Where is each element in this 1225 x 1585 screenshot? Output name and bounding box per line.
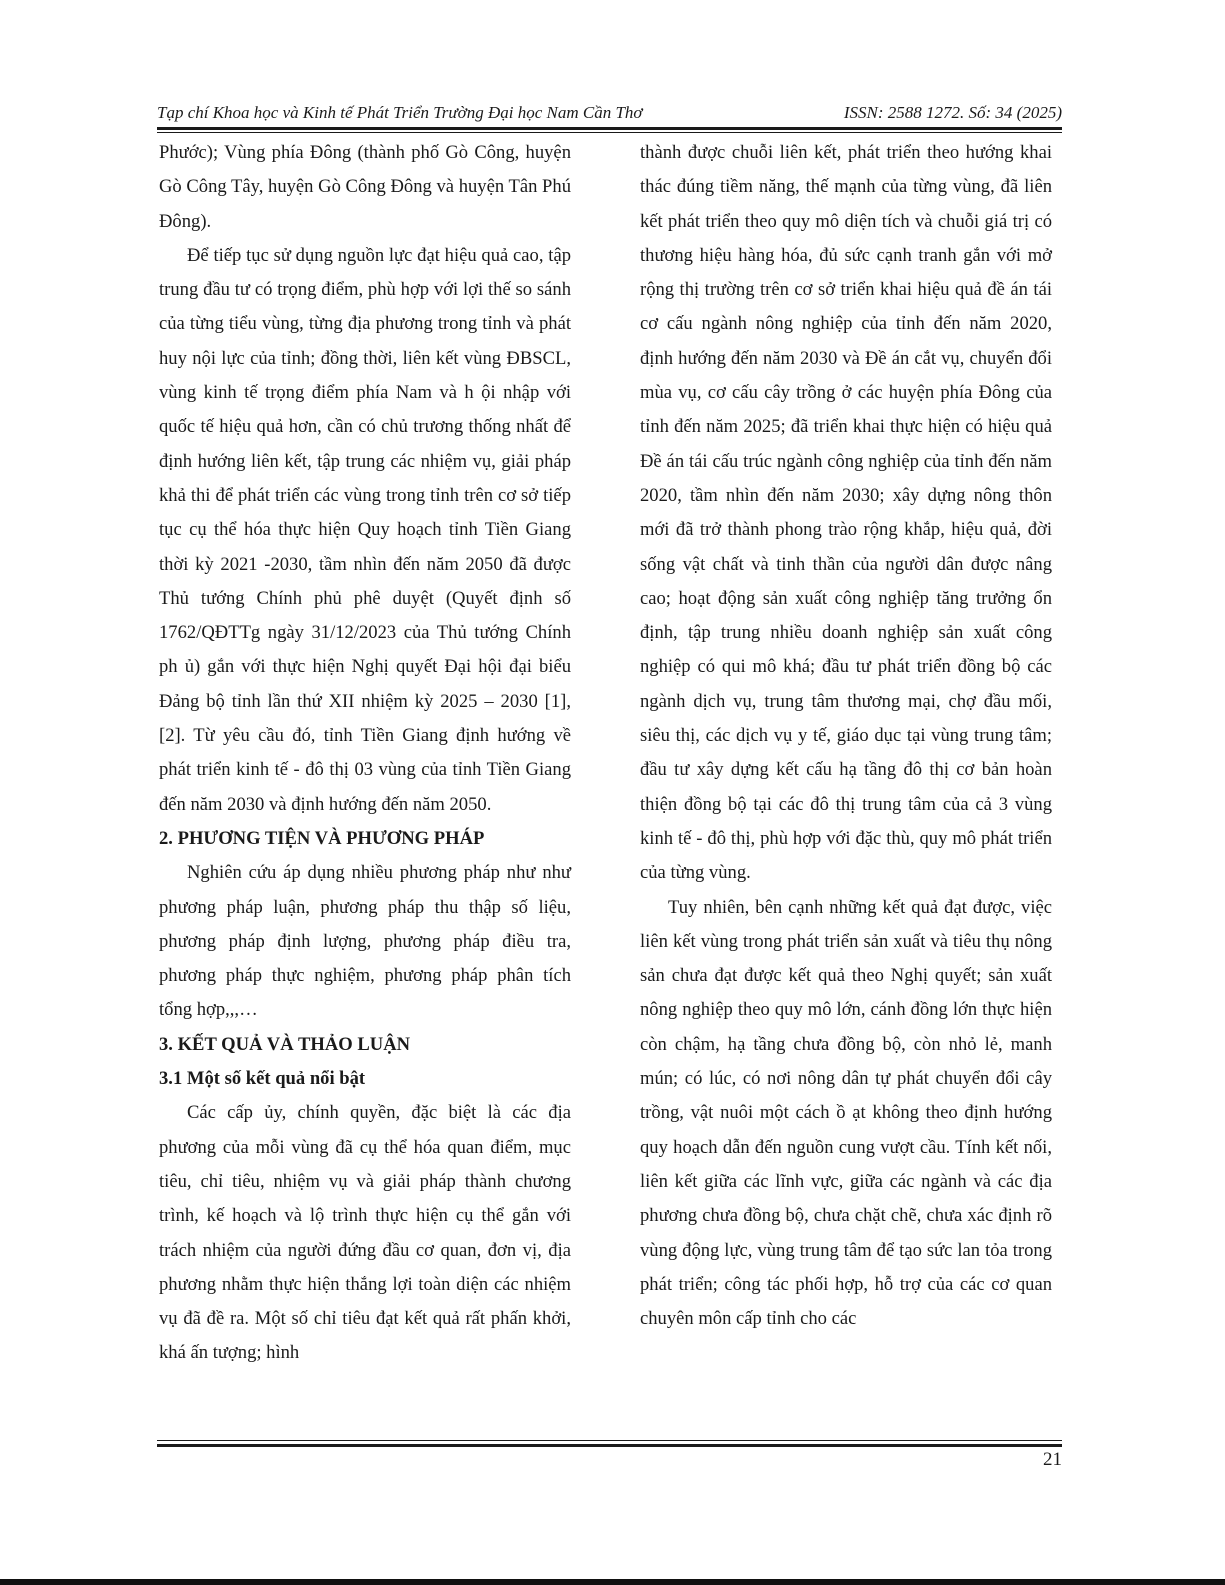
journal-title: Tạp chí Khoa học và Kinh tế Phát Triển Trường Đại học Nam Cần Thơ [157, 103, 643, 122]
paragraph: Tuy nhiên, bên cạnh những kết quả đạt được, việc liên kết vùng trong phát triển sản xuất và tiêu thụ nông sản chưa đạt được kết quả theo Nghị quyết; sản xuất nông nghiệp theo quy mô lớn, cánh đồng lớn thực hiện còn chậm, hạ tầng chưa đồng bộ, còn nhỏ lẻ, manh mún; có lúc, có nơi nông dân tự phát chuyển đổi cây trồng, vật nuôi một cách ồ ạt không theo định hướng quy hoạch dẫn đến nguồn cung vượt cầu. Tính kết nối, liên kết giữa các lĩnh vực, giữa các ngành và các địa phương chưa đồng bộ, chưa chặt chẽ, chưa xác định rõ vùng động lực, vùng trung tâm để tạo sức lan tỏa trong phát triển; công tác phối hợp, hỗ trợ của các cơ quan chuyên môn cấp tỉnh cho các [640, 896, 1052, 1330]
subsection-heading: 3.1 Một số kết quả nổi bật [159, 1068, 366, 1090]
section-heading: 2. PHƯƠNG TIỆN VÀ PHƯƠNG PHÁP [159, 827, 485, 849]
paragraph: Để tiếp tục sử dụng nguồn lực đạt hiệu quả cao, tập trung đầu tư có trọng điểm, phù hợp với lợi thế so sánh của từng tiểu vùng, từng địa phương trong tỉnh và phát huy nội lực của tỉnh; đồng thời, liên kết vùng ĐBSCL, vùng kinh tế trọng điểm phía Nam và h ội nhập với quốc tế hiệu quả hơn, cần có chủ trương thống nhất để định hướng liên kết, tập trung các nhiệm vụ, giải pháp khả thi để phát triển các vùng trong tỉnh trên cơ sở tiếp tục cụ thể hóa thực hiện Quy hoạch tỉnh Tiền Giang thời kỳ 2021 -2030, tầm nhìn đến năm 2050 đã được Thủ tướng Chính phủ phê duyệt (Quyết định số 1762/QĐTTg ngày 31/12/2023 của Thủ tướng Chính ph ủ) gắn với thực hiện Nghị quyết Đại hội đại biểu Đảng bộ tỉnh lần thứ XII nhiệm kỳ 2025 – 2030 [1],[2]. Từ yêu cầu đó, tỉnh Tiền Giang định hướng về phát triển kinh tế - đô thị 03 vùng của tỉnh Tiền Giang đến năm 2030 và định hướng đến năm 2050. [159, 244, 571, 815]
paragraph: Các cấp ủy, chính quyền, đặc biệt là các địa phương của mỗi vùng đã cụ thể hóa quan điểm, mục tiêu, chỉ tiêu, nhiệm vụ và giải pháp thành chương trình, kế hoạch và lộ trình thực hiện cụ thể gắn với trách nhiệm của người đứng đầu cơ quan, đơn vị, địa phương nhằm thực hiện thắng lợi toàn diện các nhiệm vụ đã đề ra. Một số chỉ tiêu đạt kết quả rất phấn khởi, khá ấn tượng; hình [159, 1102, 571, 1364]
running-header [157, 100, 1062, 126]
section-heading: 3. KẾT QUẢ VÀ THẢO LUẬN [159, 1033, 411, 1055]
page-number: 21 [1043, 1449, 1062, 1470]
paragraph: thành được chuỗi liên kết, phát triển theo hướng khai thác đúng tiềm năng, thế mạnh của từng vùng, đã liên kết phát triển theo quy mô diện tích và chuỗi giá trị có thương hiệu hàng hóa, đủ sức cạnh tranh gắn với mở rộng thị trường trên cơ sở triển khai hiệu quả đề án tái cơ cấu ngành nông nghiệp của tỉnh đến năm 2020, định hướng đến năm 2030 và Đề án cắt vụ, chuyển đổi mùa vụ, cơ cấu cây trồng ở các huyện phía Đông của tỉnh đến năm 2025; đã triển khai thực hiện có hiệu quả Đề án tái cấu trúc ngành công nghiệp của tỉnh đến năm 2020, tầm nhìn đến năm 2030; xây dựng nông thôn mới đã trở thành phong trào rộng khắp, hiệu quả, đời sống vật chất và tinh thần của người dân được nâng cao; hoạt động sản xuất công nghiệp tăng trưởng ổn định, tập trung nhiều doanh nghiệp sản xuất công nghiệp có qui mô khá; đầu tư phát triển đồng bộ các ngành dịch vụ, trung tâm thương mại, chợ đầu mối, siêu thị, các dịch vụ y tế, giáo dục tại vùng trung tâm; đầu tư xây dựng kết cấu hạ tầng đô thị cơ bản hoàn thiện đồng bộ tại các đô thị trung tâm của cả 3 vùng kinh tế - đô thị, phù hợp với đặc thù, quy mô phát triển của từng vùng. [640, 142, 1052, 884]
header-rule [157, 127, 1062, 133]
left-column [159, 136, 571, 1371]
issn-issue: ISSN: 2588 1272. Số: 34 (2025) [843, 103, 1062, 122]
right-column [640, 136, 1052, 1336]
bottom-edge-bar [0, 1579, 1225, 1585]
paragraph: Nghiên cứu áp dụng nhiều phương pháp như như phương pháp luận, phương pháp thu thập số liệu, phương pháp định lượng, phương pháp điều tra, phương pháp thực nghiệm, phương pháp phân tích tổng hợp,,,… [159, 862, 571, 1021]
footer-rule [157, 1440, 1062, 1447]
paragraph: Phước); Vùng phía Đông (thành phố Gò Công, huyện Gò Công Tây, huyện Gò Công Đông và huyện Tân Phú Đông). [159, 142, 571, 232]
